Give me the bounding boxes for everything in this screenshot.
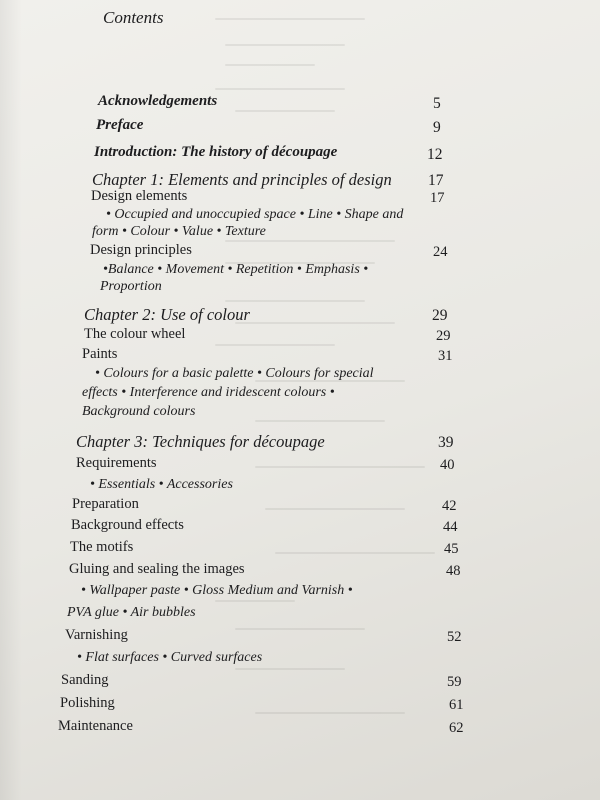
toc-subitems-line: PVA glue • Air bubbles: [67, 605, 196, 620]
toc-page-paints: 31: [438, 348, 453, 364]
toc-section-paints: Paints: [82, 346, 118, 362]
toc-subitems-line: • Essentials • Accessories: [90, 477, 233, 492]
toc-page-preface: 9: [433, 119, 441, 136]
toc-chapter-2-page: 29: [432, 307, 448, 324]
toc-section-design-principles: Design principles: [90, 242, 192, 258]
toc-page-colour-wheel: 29: [436, 328, 451, 344]
toc-entry-introduction: Introduction: The history of découpage: [94, 144, 338, 160]
toc-subitems-line: Background colours: [82, 404, 196, 419]
toc-section-design-elements: Design elements: [91, 188, 188, 204]
toc-section-maintenance: Maintenance: [58, 718, 133, 734]
toc-chapter-3-page: 39: [438, 434, 454, 451]
toc-chapter-1-page: 17: [428, 172, 444, 189]
toc-page-the-motifs: 45: [444, 541, 459, 557]
toc-chapter-2-title: Chapter 2: Use of colour: [84, 305, 250, 324]
contents-heading: Contents: [103, 8, 164, 27]
toc-section-gluing-and-sealing: Gluing and sealing the images: [69, 561, 245, 577]
toc-subitems-line: • Wallpaper paste • Gloss Medium and Varnish •: [81, 583, 353, 598]
toc-section-background-effects: Background effects: [71, 517, 184, 533]
toc-section-polishing: Polishing: [60, 695, 115, 711]
toc-subitems-line: form • Colour • Value • Texture: [92, 224, 266, 239]
toc-page-background-effects: 44: [443, 519, 458, 535]
toc-page-design-principles: 24: [433, 244, 448, 260]
toc-page-sanding: 59: [447, 674, 462, 690]
toc-page-acknowledgements: 5: [433, 95, 441, 112]
toc-subitems-line: •Balance • Movement • Repetition • Emphasis •: [103, 262, 369, 277]
toc-section-the-motifs: The motifs: [70, 539, 134, 555]
toc-subitems-line: Proportion: [100, 279, 162, 294]
toc-chapter-1-title: Chapter 1: Elements and principles of design: [92, 170, 392, 189]
toc-subitems-line: effects • Interference and iridescent colours •: [82, 385, 335, 400]
toc-page-preparation: 42: [442, 498, 457, 514]
toc-page-requirements: 40: [440, 457, 455, 473]
toc-page-introduction: 12: [427, 146, 443, 163]
toc-section-preparation: Preparation: [72, 496, 139, 512]
toc-entry-acknowledgements: Acknowledgements: [98, 93, 218, 109]
toc-subitems-line: • Colours for a basic palette • Colours for special: [95, 366, 374, 381]
toc-page-design-elements: 17: [430, 190, 445, 206]
toc-section-varnishing: Varnishing: [65, 627, 128, 643]
toc-page-varnishing: 52: [447, 629, 462, 645]
toc-subitems-line: • Occupied and unoccupied space • Line • Shape and: [106, 207, 404, 222]
toc-page-maintenance: 62: [449, 720, 464, 736]
toc-section-requirements: Requirements: [76, 455, 157, 471]
toc-section-colour-wheel: The colour wheel: [84, 326, 186, 342]
toc-chapter-3-title: Chapter 3: Techniques for découpage: [76, 432, 325, 451]
toc-section-sanding: Sanding: [61, 672, 109, 688]
toc-page-polishing: 61: [449, 697, 464, 713]
bleed-through-text: [195, 0, 600, 800]
toc-subitems-line: • Flat surfaces • Curved surfaces: [77, 650, 263, 665]
toc-entry-preface: Preface: [96, 117, 144, 133]
page-gutter-shadow: [0, 0, 22, 800]
toc-page-gluing-and-sealing: 48: [446, 563, 461, 579]
